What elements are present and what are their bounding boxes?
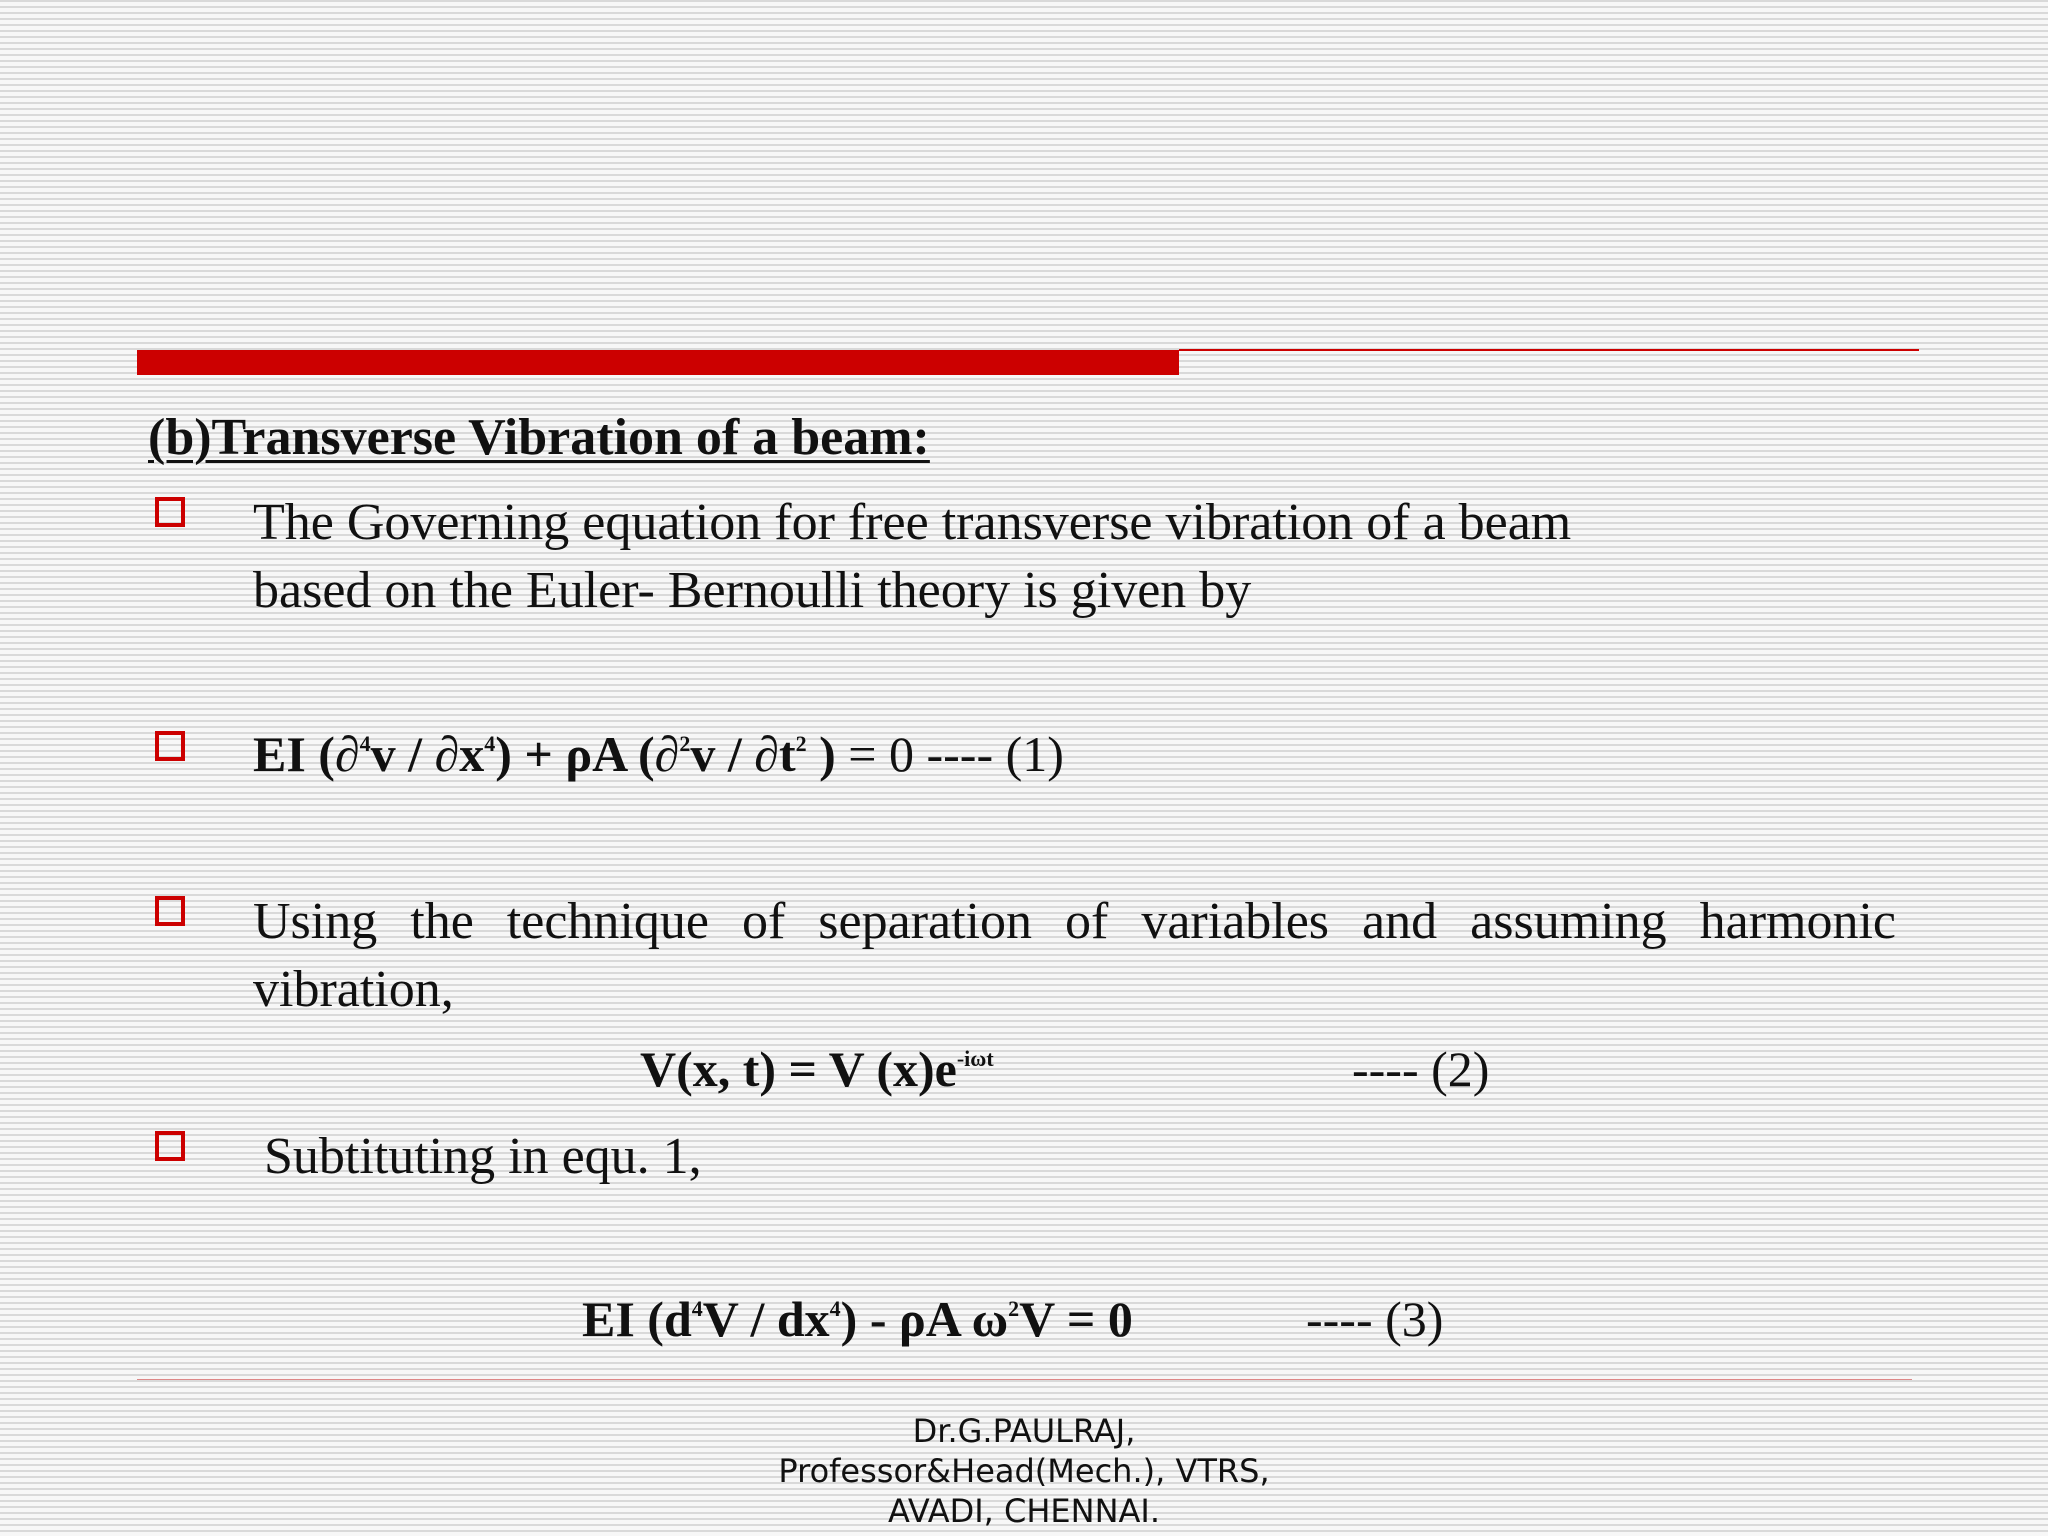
section-heading: (b)Transverse Vibration of a beam: [148,409,930,466]
bullet-text-governing-equation [253,489,1571,625]
bullet-text-line: based on the Euler- Bernoulli theory is given by [253,562,1252,619]
equation-2-label: ---- (2) [1352,1041,1490,1097]
bullet-text-substituting: Subtituting in equ. 1, [264,1128,702,1185]
equation-2: V(x, t) = V $(x)e^{-i\omega t}$ [640,1041,994,1097]
square-bullet-icon [155,896,185,926]
footer-author: Dr.G.PAULRAJ, [912,1412,1136,1450]
bullet-text-separation-of-variables: Using the technique of separation of variables and assuming harmonic vibration, [253,893,1896,1018]
title-accent-bar [137,350,1179,375]
footer-location: AVADI, CHENNAI. [888,1492,1160,1530]
footer-credits [0,1411,2048,1531]
square-bullet-icon [155,1131,185,1161]
footer-designation: Professor&Head(Mech.), VTRS, [778,1452,1270,1490]
title-accent-line [1179,349,1919,351]
square-bullet-icon [155,731,185,761]
bullet-text-line: The Governing equation for free transverse vibration of a beam [253,494,1572,551]
footer-divider [137,1379,1912,1380]
equation-3-label: ---- (3) [1306,1291,1444,1347]
square-bullet-icon [155,497,185,527]
equation-3: EI $(d^4V / dx^4)$ - ρA $\omega^2V = 0$ [582,1291,1133,1347]
equation-1: EI $(\partial^4v / \partial x^4) + \rho A$ ($\partial^2v / \partial t^2$ ) = 0 ---- (1) [253,726,1064,782]
